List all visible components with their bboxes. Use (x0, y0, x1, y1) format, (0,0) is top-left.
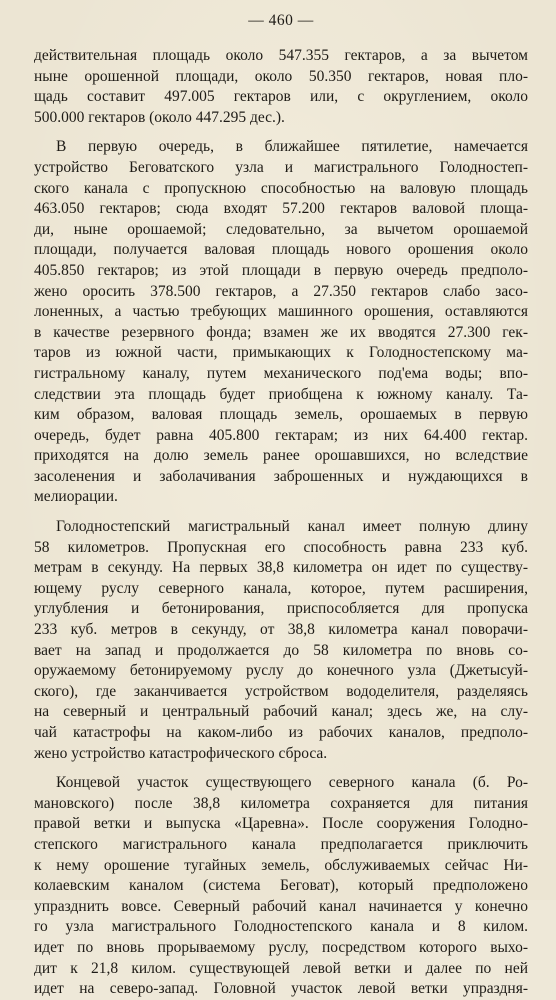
text-line: устройство Беговатского узла и магистрального Голодностеп- (34, 158, 528, 176)
text-line: В первую очередь, в ближайшее пятилетие, намечается (56, 138, 528, 156)
text-line: ди, ныне орошаемой; следовательно, за вычетом орошаемой (34, 220, 528, 238)
text-line: очередь, будет равна 405.800 гектарам; из них 64.400 гектар. (34, 426, 528, 444)
text-line: ющему руслу северного канала, которое, путем расширения, (34, 579, 528, 597)
text-line: к нему орошение тугайных земель, обслуживаемых сейчас Ни- (34, 856, 528, 874)
text-line: идет по вновь прорываемому руслу, посредством которого выхо- (34, 938, 528, 956)
paragraph (34, 773, 528, 1000)
text-line: ского канала с пропускною способностью на валовую площадь (34, 179, 528, 197)
text-line: дит к 21,8 килом. существующей левой ветки и далее по ней (34, 959, 528, 977)
text-line: площади, получается валовая площадь нового орошения около (34, 241, 528, 259)
text-line: 58 километров. Пропускная его способность равна 233 куб. (34, 538, 528, 556)
paragraph (34, 517, 528, 764)
text-line: 405.850 гектаров; из этой площади в первую очередь предполо- (34, 261, 528, 279)
text-line: го узла магистрального Голодностепского канала и 8 килом. (34, 918, 528, 936)
text-line: углубления и бетонирования, приспособляется для пропуска (34, 600, 528, 618)
text-line: в качестве резервного фонда; взамен же их вводятся 27.300 гек- (34, 323, 528, 341)
text-line: жено устройство катастрофического сброса. (34, 744, 328, 762)
text-line: колаевским каналом (система Беговат), который предположено (34, 877, 528, 895)
text-line: оружаемому бетонируемому руслу до конечного узла (Джетысуй- (34, 662, 528, 680)
text-line: засоленения и заболачивания заброшенных и нуждающихся в (34, 467, 528, 485)
text-line: Концевой участок существующего северного канала (б. Ро- (56, 774, 528, 792)
text-line: жено оросить 378.500 гектаров, а 27.350 гектаров слабо засо- (34, 282, 528, 300)
paragraph (34, 137, 528, 508)
text-body (34, 46, 528, 1000)
text-line: правой ветки и выпуска «Царевна». После сооружения Голодно- (34, 815, 528, 833)
text-line: упразднить вовсе. Северный рабочий канал начинается у конечно (34, 897, 528, 915)
text-line: лоненных, а частью требующих машинного орошения, оставляются (34, 303, 528, 321)
text-line: 500.000 гектаров (около 447.295 дес.). (34, 108, 285, 126)
paragraph (34, 46, 528, 128)
text-line: следствии эта площадь будет приобщена к южному каналу. Та- (34, 385, 528, 403)
page-number: — 460 — (248, 12, 314, 29)
text-line: Голодностепский магистральный канал имеет полную длину (56, 518, 528, 536)
text-line: метрам в секунду. На первых 38,8 километра он идет по существу- (34, 559, 528, 577)
text-line: ныне орошенной площади, около 50.350 гектаров, новая пло- (34, 67, 528, 85)
text-line: гистральному каналу, путем механического под'ема воды; впо- (34, 364, 528, 382)
text-line: чай катастрофы на каком-либо из рабочих каналов, предполо- (34, 724, 528, 741)
text-line: приходятся на долю земель ранее орошавшихся, но вследствие (34, 447, 528, 465)
text-line: мановского) после 38,8 километра сохраняется для питания (34, 794, 528, 812)
text-line: ким образом, валовая площадь земель, орошаемых в первую (34, 406, 528, 424)
text-line: действительная площадь около 547.355 гектаров, а за вычетом (34, 47, 528, 64)
text-line: идет на северо-запад. Головной участок левой ветки упраздня- (34, 980, 528, 998)
text-line: степского магистрального канала предполагается приключить (34, 835, 528, 853)
text-line: таров из южной части, примыкающих к Голодностепскому ма- (34, 344, 528, 362)
text-line: щадь составит 497.005 гектаров или, с округлением, около (34, 88, 528, 106)
text-line: 463.050 гектаров; сюда входят 57.200 гектаров валовой площа- (34, 200, 528, 218)
text-line: на северный и центральный рабочий канал; здесь же, на слу- (34, 703, 528, 721)
text-line: мелиорации. (34, 488, 118, 506)
text-line: вает на запад и продолжается до 58 километра по вновь со- (34, 641, 528, 659)
text-line: ского), где заканчивается устройством вододелителя, разделяясь (34, 682, 528, 700)
text-line: 233 куб. метров в секунду, от 38,8 километра канал поворачи- (34, 621, 528, 639)
